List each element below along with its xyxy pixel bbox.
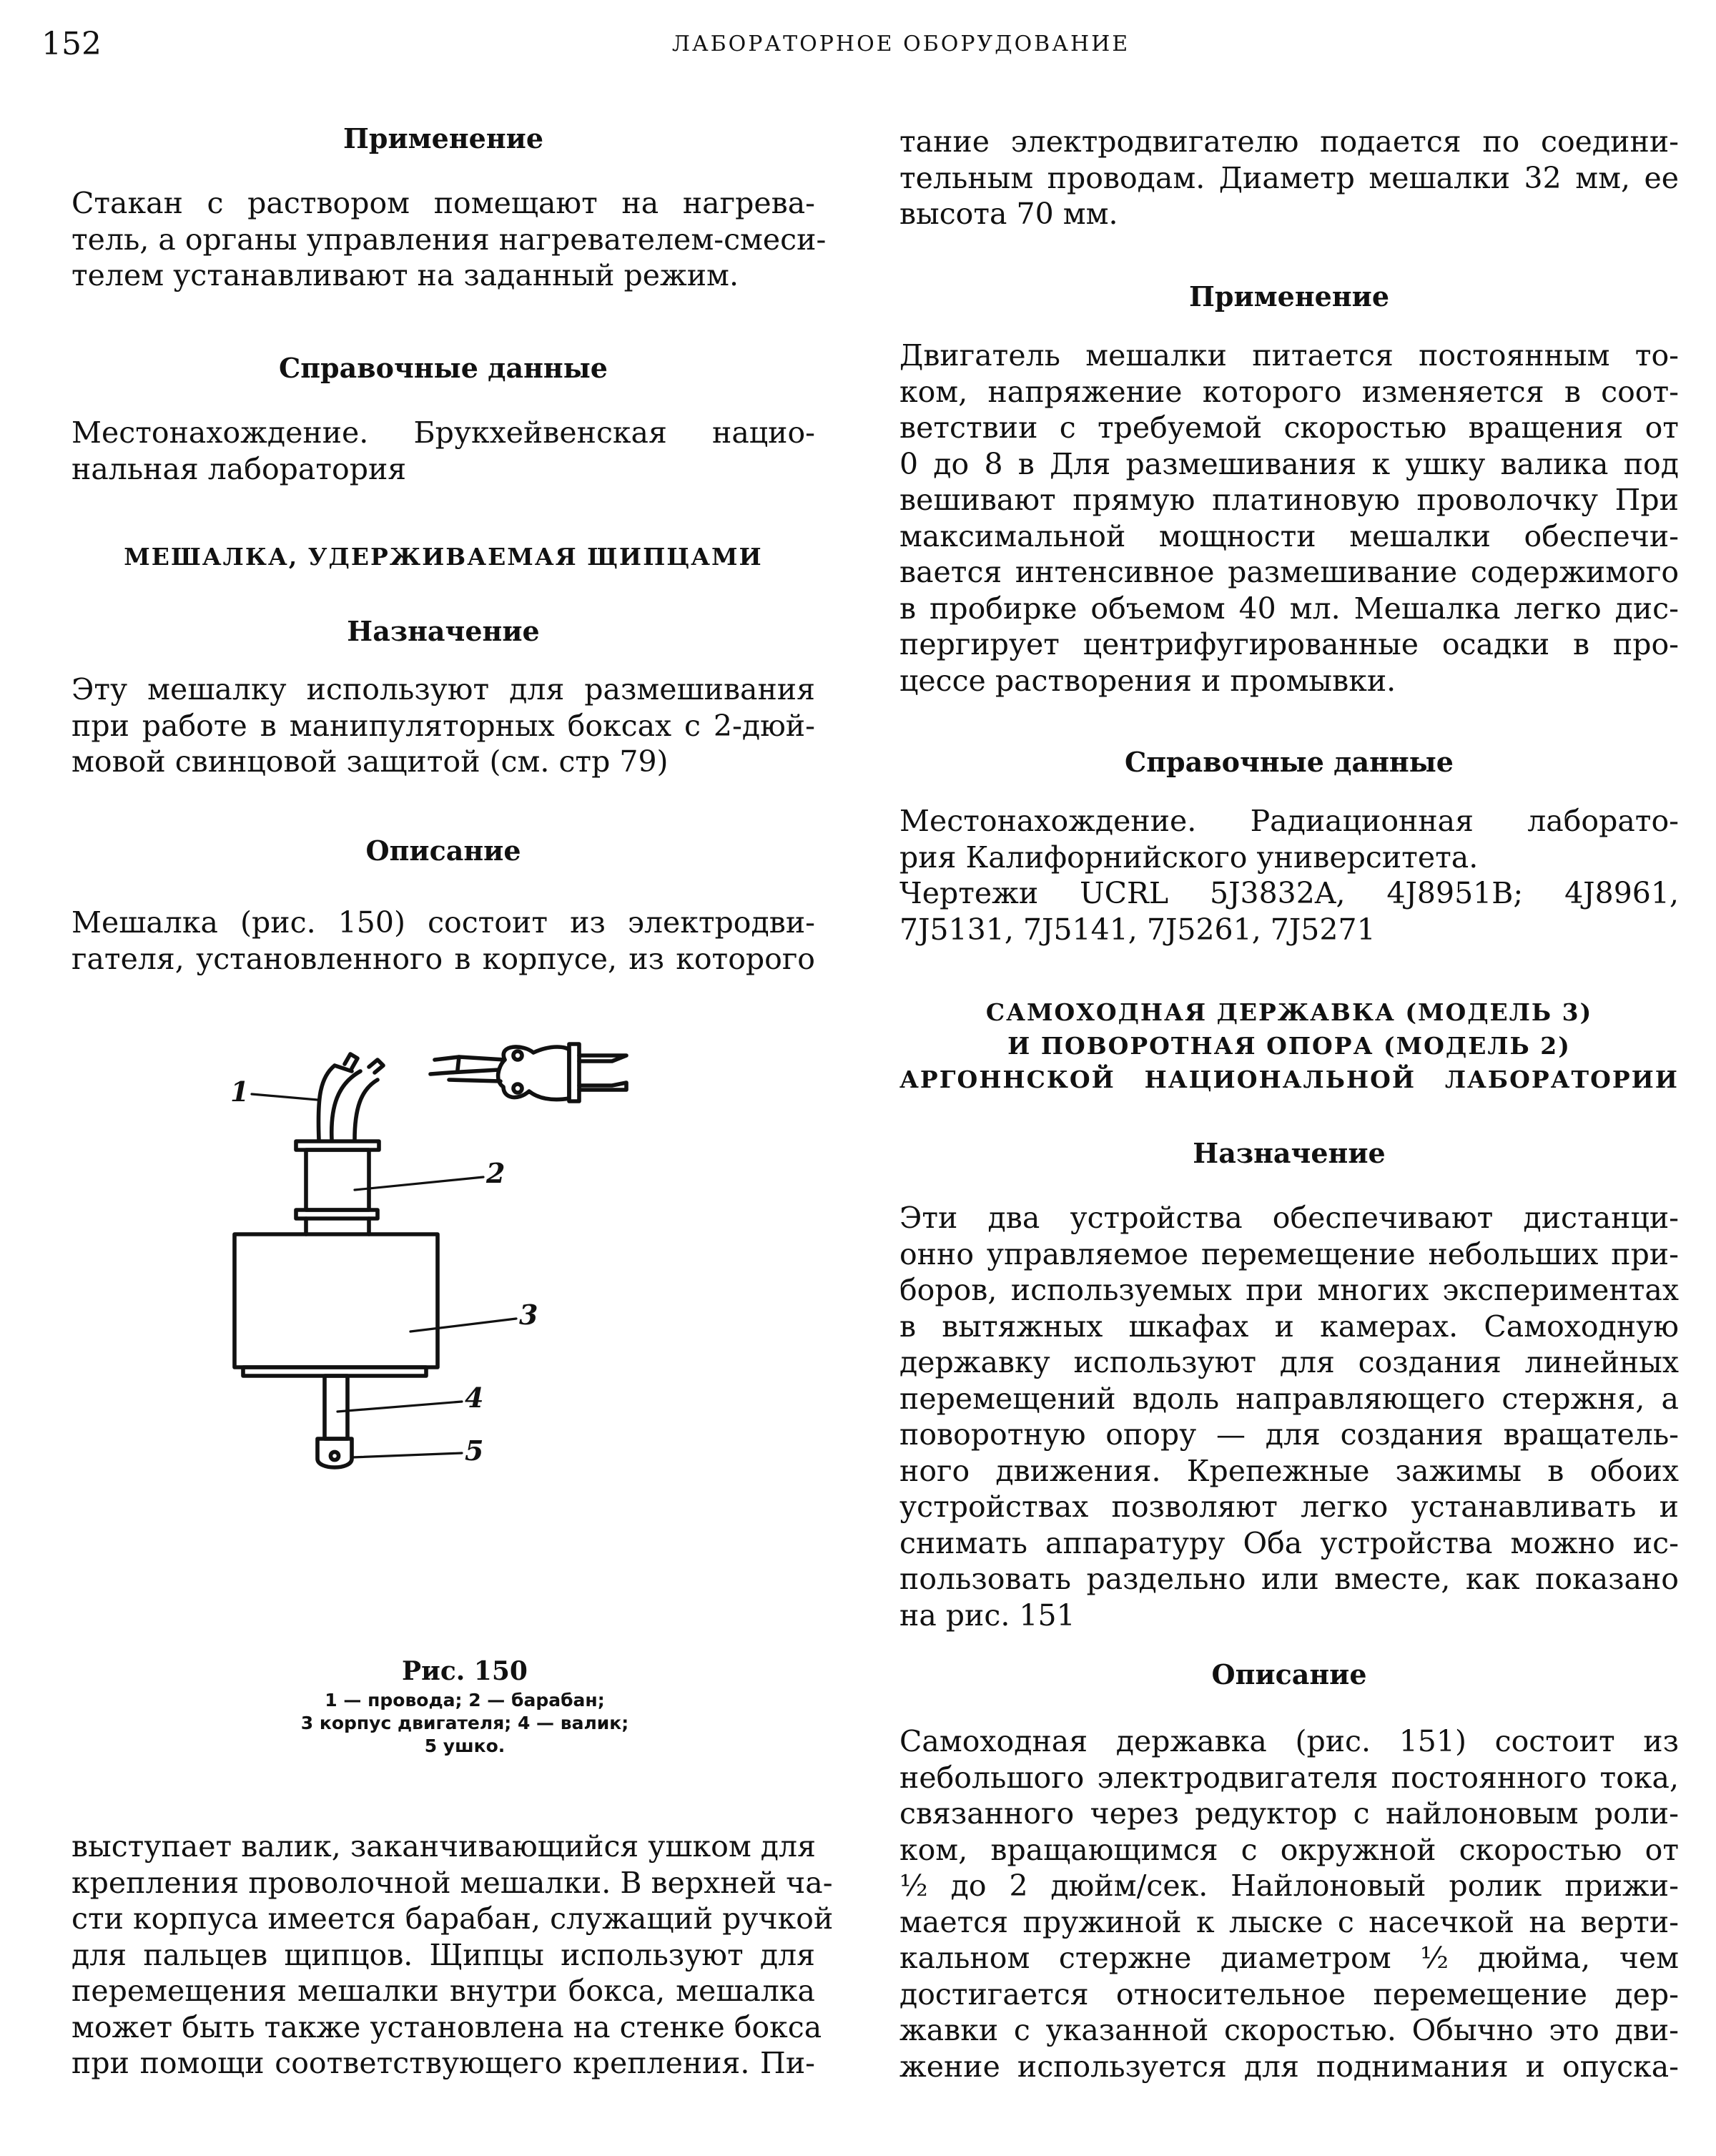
text-line: небольшого электродвигателя постоянного тока,	[899, 1760, 1679, 1795]
paragraph-application	[72, 185, 827, 294]
section-title: МЕШАЛКА, УДЕРЖИВАЕМАЯ ЩИПЦАМИ	[124, 543, 763, 571]
heading-description: Описание	[365, 835, 521, 867]
text-line: Эти два устройства обеспечивают дистанци-	[899, 1201, 1679, 1235]
text-line: в пробирке объемом 40 мл. Мешалка легко дис-	[899, 591, 1679, 626]
paragraph-application-right	[899, 338, 1679, 699]
page-number: 152	[41, 26, 102, 62]
text-line: поворотную опору — для создания вращатель-	[899, 1417, 1679, 1452]
text-line: устройствах позволяют легко устанавливать и	[899, 1490, 1679, 1524]
text-line: пользовать раздельно или вместе, как показано	[899, 1562, 1679, 1596]
text-line: цессе растворения и промывки.	[899, 663, 1396, 698]
text-line: тель, а органы управления нагревателем-смеси-	[72, 222, 827, 257]
wires	[318, 1054, 383, 1140]
paragraph-continued	[72, 1828, 834, 2082]
text-line: пергирует центрифугированные осадки в про-	[899, 627, 1679, 661]
text-line: при помощи соответствующего крепления. Пи-	[72, 2046, 815, 2080]
text-line: ком, вращающимся с окружной скоростью от	[899, 1832, 1679, 1867]
text-line: в вытяжных шкафах и камерах. Самоходную	[899, 1309, 1679, 1344]
eyelet-hole	[330, 1452, 338, 1460]
text-line: кальном стержне диаметром ½ дюйма, чем	[899, 1941, 1679, 1975]
text-line: нальная лаборатория	[72, 451, 407, 486]
text-line: гателя, установленного в корпусе, из которого	[72, 941, 815, 976]
text-line: телем устанавливают на заданный режим.	[72, 258, 739, 292]
text-line: тание электродвигателю подается по соедини-	[899, 124, 1679, 159]
text-line: достигается относительное перемещение дер-	[899, 1977, 1679, 2012]
heading-purpose: Назначение	[347, 615, 540, 647]
paragraph-description-right	[899, 1723, 1679, 2084]
text-line: Эту мешалку используют для размешивания	[72, 672, 815, 707]
paragraph-purpose-right	[899, 1200, 1679, 1633]
text-line: перемещения мешалки внутри бокса, мешалка	[72, 1974, 815, 2008]
text-line: ½ до 2 дюйм/сек. Найлоновый ролик прижи-	[899, 1869, 1679, 1903]
text-line: связанного через редуктор с найлоновым роли-	[899, 1796, 1679, 1831]
text-line: ком, напряжение которого изменяется в соот-	[899, 374, 1679, 409]
paragraph-description	[72, 905, 815, 977]
text-line: 7J5131, 7J5141, 7J5261, 7J5271	[899, 912, 1376, 947]
caption-line: 5 ушко.	[424, 1736, 506, 1756]
caption-line: 3 корпус двигателя; 4 — валик;	[300, 1713, 629, 1733]
text-line: снимать аппаратуру Оба устройства можно ис-	[899, 1525, 1679, 1560]
text-line: сти корпуса имеется барабан, служащий ручкой	[72, 1901, 834, 1936]
text-line: вается интенсивное размешивание содержимого	[899, 555, 1679, 589]
label-1: 1	[230, 1075, 250, 1108]
label-5: 5	[465, 1434, 484, 1467]
motor-housing	[235, 1234, 438, 1367]
heading-reference-right: Справочные данные	[1125, 746, 1454, 778]
text-line: Чертежи UCRL 5J3832A, 4J8951B; 4J8961,	[899, 876, 1679, 910]
label-3: 3	[519, 1299, 538, 1331]
plug	[430, 1044, 626, 1101]
figure-caption-legend	[214, 1689, 715, 1758]
text-line: державку используют для создания линейных	[899, 1345, 1679, 1379]
text-line: при работе в манипуляторных боксах с 2-дюй-	[72, 708, 815, 743]
section-title-right	[899, 995, 1679, 1096]
text-line: на рис. 151	[899, 1598, 1075, 1633]
figure-150-stirrer-drawing	[200, 1030, 644, 1616]
text-line: Самоходная державка (рис. 151) состоит из	[899, 1724, 1679, 1758]
label-4: 4	[465, 1382, 484, 1414]
label-2: 2	[486, 1157, 506, 1189]
text-line: перемещений вдоль направляющего стержня, а	[899, 1381, 1679, 1416]
paragraph-continued-right	[899, 124, 1679, 232]
text-line: Двигатель мешалки питается постоянным то-	[899, 338, 1679, 373]
text-line: рия Калифорнийского университета.	[899, 840, 1479, 875]
text-line: Мешалка (рис. 150) состоит из электродви-	[72, 905, 815, 940]
figure-caption-title: Рис. 150	[402, 1656, 528, 1686]
text-line: крепления проволочной мешалки. В верхней ча-	[72, 1865, 833, 1900]
heading-purpose-right: Назначение	[1193, 1137, 1386, 1169]
heading-application-right: Применение	[1189, 280, 1389, 312]
text-line: высота 70 мм.	[899, 197, 1118, 231]
text-line: может быть также установлена на стенке бокса	[72, 2009, 822, 2044]
heading-application: Применение	[343, 122, 543, 154]
text-line: мается пружиной к лыске с насечкой на верти-	[899, 1904, 1679, 1939]
shaft	[325, 1376, 347, 1439]
section-title-line: АРГОННСКОЙ НАЦИОНАЛЬНОЙ ЛАБОРАТОРИИ	[899, 1065, 1679, 1093]
text-line: максимальной мощности мешалки обеспечи-	[899, 518, 1679, 553]
paragraph-reference-right	[899, 803, 1679, 947]
text-line: онно управляемое перемещение небольших при-	[899, 1236, 1679, 1271]
text-line: 0 до 8 в Для размешивания к ушку валика под	[899, 446, 1679, 481]
text-line: мовой свинцовой защитой (см. стр 79)	[72, 744, 669, 779]
running-title: ЛАБОРАТОРНОЕ ОБОРУДОВАНИЕ	[671, 31, 1130, 56]
text-line: для пальцев щипцов. Щипцы используют для	[72, 1937, 815, 1972]
heading-description-right: Описание	[1211, 1658, 1367, 1690]
text-line: вешивают прямую платиновую проволочку При	[899, 483, 1679, 517]
text-line: тельным проводам. Диаметр мешалки 32 мм, ее	[899, 160, 1679, 195]
text-line: жавки с указанной скоростью. Обычно это дви-	[899, 2013, 1679, 2047]
section-title-line: САМОХОДНАЯ ДЕРЖАВКА (МОДЕЛЬ 3)	[985, 998, 1593, 1026]
text-line: Местонахождение. Радиационная лаборато-	[899, 804, 1679, 838]
caption-line: 1 — провода; 2 — барабан;	[325, 1690, 605, 1710]
text-line: выступает валик, заканчивающийся ушком для	[72, 1829, 816, 1864]
text-line: ветствии с требуемой скоростью вращения от	[899, 410, 1679, 445]
paragraph-purpose	[72, 671, 815, 780]
text-line: Стакан с раствором помещают на нагрева-	[72, 186, 815, 220]
text-line: боров, используемых при многих экспериментах	[899, 1273, 1679, 1307]
text-line: жение используется для поднимания и опуска-	[899, 2049, 1679, 2084]
paragraph-reference	[72, 415, 815, 487]
text-line: Местонахождение. Брукхейвенская нацио-	[72, 415, 815, 450]
text-line: ного движения. Крепежные зажимы в обоих	[899, 1453, 1679, 1488]
section-title-line: И ПОВОРОТНАЯ ОПОРА (МОДЕЛЬ 2)	[1007, 1032, 1571, 1060]
heading-reference: Справочные данные	[279, 352, 608, 384]
